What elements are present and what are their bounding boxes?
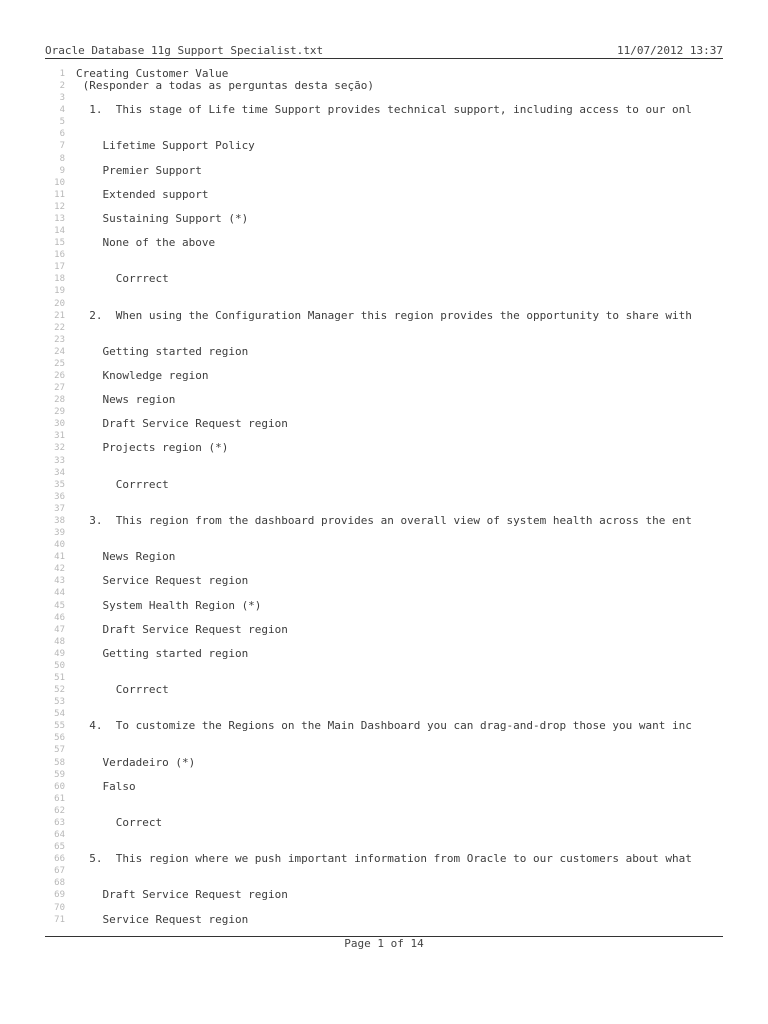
line-text: Corrrect (76, 684, 169, 697)
line-number: 21 (54, 310, 65, 321)
line-number: 45 (54, 600, 65, 611)
line-number: 33 (54, 455, 65, 466)
line-number: 43 (54, 576, 65, 587)
line-number: 50 (54, 660, 65, 671)
text-line (45, 249, 723, 261)
text-line (45, 491, 723, 503)
line-number: 14 (54, 226, 65, 237)
text-line (45, 92, 723, 104)
text-line (45, 551, 723, 563)
line-text: Getting started region (76, 647, 249, 660)
line-text: Creating Customer Value (76, 68, 229, 80)
line-number: 9 (59, 165, 65, 176)
text-line (45, 817, 723, 829)
line-number: 17 (54, 262, 65, 273)
text-line (45, 201, 723, 213)
line-text: Premier Support (76, 164, 202, 177)
line-text: Sustaining Support (*) (76, 212, 249, 225)
line-number: 64 (54, 830, 65, 841)
line-number: 31 (54, 431, 65, 442)
page-header (45, 44, 723, 58)
line-text: Projects region (*) (76, 442, 229, 455)
text-line (45, 696, 723, 708)
line-number: 18 (54, 274, 65, 285)
line-number: 52 (54, 685, 65, 696)
line-number: 62 (54, 805, 65, 816)
text-line (45, 418, 723, 430)
text-line (45, 370, 723, 382)
text-line (45, 539, 723, 551)
line-number: 25 (54, 358, 65, 369)
text-line (45, 116, 723, 128)
text-line (45, 503, 723, 515)
line-number: 70 (54, 902, 65, 913)
text-line (45, 237, 723, 249)
line-number: 28 (54, 395, 65, 406)
line-number: 11 (54, 189, 65, 200)
line-text: Getting started region (76, 345, 249, 358)
header-rule (45, 58, 723, 59)
text-line (45, 889, 723, 901)
line-number: 49 (54, 648, 65, 659)
line-number: 61 (54, 793, 65, 804)
text-line (45, 805, 723, 817)
text-line (45, 732, 723, 744)
line-text: Extended support (76, 188, 209, 201)
line-text: Corrrect (76, 478, 169, 491)
line-number: 59 (54, 769, 65, 780)
line-number: 29 (54, 407, 65, 418)
text-line (45, 334, 723, 346)
line-number: 35 (54, 479, 65, 490)
text-line (45, 600, 723, 612)
line-text: 3. This region from the dashboard provides an overall view of system health across the ent (76, 514, 692, 527)
line-text: News Region (76, 551, 176, 564)
text-line (45, 781, 723, 793)
text-line (45, 382, 723, 394)
file-title: Oracle Database 11g Support Specialist.txt (45, 44, 324, 57)
line-text: Draft Service Request region (76, 889, 288, 902)
line-number: 27 (54, 383, 65, 394)
line-number: 2 (59, 81, 65, 92)
line-text: Correct (76, 816, 163, 829)
line-text: (Responder a todas as perguntas desta seção) (76, 80, 375, 93)
text-line (45, 225, 723, 237)
text-line (45, 612, 723, 624)
line-number: 71 (54, 914, 65, 925)
line-number: 57 (54, 745, 65, 756)
line-text: Draft Service Request region (76, 623, 288, 636)
line-number: 60 (54, 781, 65, 792)
text-line (45, 140, 723, 152)
line-text: Service Request region (76, 575, 249, 588)
line-number: 8 (59, 153, 65, 164)
line-number: 36 (54, 491, 65, 502)
line-text: 4. To customize the Regions on the Main Dashboard you can drag-and-drop those you want inc (76, 720, 692, 733)
text-line (45, 648, 723, 660)
text-body (45, 68, 723, 932)
text-line (45, 563, 723, 575)
text-line (45, 527, 723, 539)
text-line (45, 744, 723, 756)
line-text: 5. This region where we push important information from Oracle to our customers about what (76, 853, 692, 866)
line-text: None of the above (76, 237, 216, 250)
line-text: Knowledge region (76, 370, 209, 382)
text-line (45, 455, 723, 467)
line-number: 7 (59, 141, 65, 152)
text-line (45, 104, 723, 116)
text-line (45, 285, 723, 297)
line-text: Lifetime Support Policy (76, 140, 255, 153)
text-line (45, 406, 723, 418)
text-line (45, 128, 723, 140)
line-number: 69 (54, 890, 65, 901)
text-line (45, 708, 723, 720)
page-number: Page 1 of 14 (344, 937, 424, 950)
text-line (45, 793, 723, 805)
print-timestamp: 11/07/2012 13:37 (617, 44, 723, 57)
text-line (45, 757, 723, 769)
line-text: System Health Region (*) (76, 599, 262, 612)
text-line (45, 479, 723, 491)
line-number: 34 (54, 467, 65, 478)
text-line (45, 587, 723, 599)
line-number: 44 (54, 588, 65, 599)
line-number: 10 (54, 177, 65, 188)
text-line (45, 442, 723, 454)
text-line (45, 853, 723, 865)
text-line (45, 273, 723, 285)
text-line (45, 914, 723, 926)
text-line (45, 213, 723, 225)
line-number: 26 (54, 371, 65, 381)
line-number: 53 (54, 697, 65, 708)
line-number: 24 (54, 346, 65, 357)
line-number: 38 (54, 515, 65, 526)
line-number: 30 (54, 419, 65, 430)
line-number: 54 (54, 709, 65, 720)
line-number: 65 (54, 842, 65, 853)
text-line (45, 575, 723, 587)
line-text: 1. This stage of Life time Support provides technical support, including access to our onl (76, 104, 692, 117)
line-number: 48 (54, 636, 65, 647)
line-number: 55 (54, 721, 65, 732)
line-number: 6 (59, 129, 65, 140)
line-number: 51 (54, 673, 65, 683)
line-number: 40 (54, 540, 65, 551)
text-line (45, 358, 723, 370)
line-number: 1 (59, 69, 65, 79)
text-line (45, 660, 723, 672)
text-line (45, 865, 723, 877)
text-line (45, 769, 723, 781)
line-number: 5 (59, 117, 65, 128)
line-number: 3 (59, 93, 65, 104)
text-line (45, 177, 723, 189)
line-number: 19 (54, 286, 65, 297)
text-line (45, 515, 723, 527)
line-number: 16 (54, 250, 65, 261)
line-text: Service Request region (76, 913, 249, 926)
text-line (45, 165, 723, 177)
line-number: 39 (54, 528, 65, 539)
line-text: News region (76, 394, 176, 407)
text-line (45, 636, 723, 648)
text-line (45, 430, 723, 442)
line-text: Draft Service Request region (76, 418, 288, 431)
line-number: 22 (54, 322, 65, 333)
text-line (45, 68, 723, 80)
text-line (45, 310, 723, 322)
line-number: 32 (54, 443, 65, 454)
text-line (45, 394, 723, 406)
text-line (45, 153, 723, 165)
text-line (45, 261, 723, 273)
text-line (45, 877, 723, 889)
line-number: 47 (54, 624, 65, 635)
line-number: 56 (54, 733, 65, 744)
line-number: 67 (54, 866, 65, 877)
line-number: 4 (59, 105, 65, 116)
line-number: 23 (54, 334, 65, 345)
text-line (45, 684, 723, 696)
text-line (45, 720, 723, 732)
text-line (45, 80, 723, 92)
line-number: 20 (54, 298, 65, 309)
line-text: Falso (76, 780, 136, 793)
line-number: 66 (54, 854, 65, 865)
line-number: 68 (54, 878, 65, 889)
line-number: 63 (54, 817, 65, 828)
text-line (45, 346, 723, 358)
text-line (45, 298, 723, 310)
line-text: 2. When using the Configuration Manager this region provides the opportunity to share with (76, 309, 692, 322)
line-text: Corrrect (76, 273, 169, 286)
text-line (45, 322, 723, 334)
line-number: 42 (54, 564, 65, 575)
text-line (45, 189, 723, 201)
line-number: 12 (54, 201, 65, 212)
line-number: 15 (54, 238, 65, 249)
text-line (45, 829, 723, 841)
text-line (45, 624, 723, 636)
line-number: 13 (54, 213, 65, 224)
text-line (45, 902, 723, 914)
text-line (45, 467, 723, 479)
line-number: 37 (54, 503, 65, 514)
text-line (45, 672, 723, 684)
line-number: 58 (54, 757, 65, 768)
line-number: 46 (54, 612, 65, 623)
text-line (45, 841, 723, 853)
line-number: 41 (54, 552, 65, 563)
line-text: Verdadeiro (*) (76, 756, 196, 769)
